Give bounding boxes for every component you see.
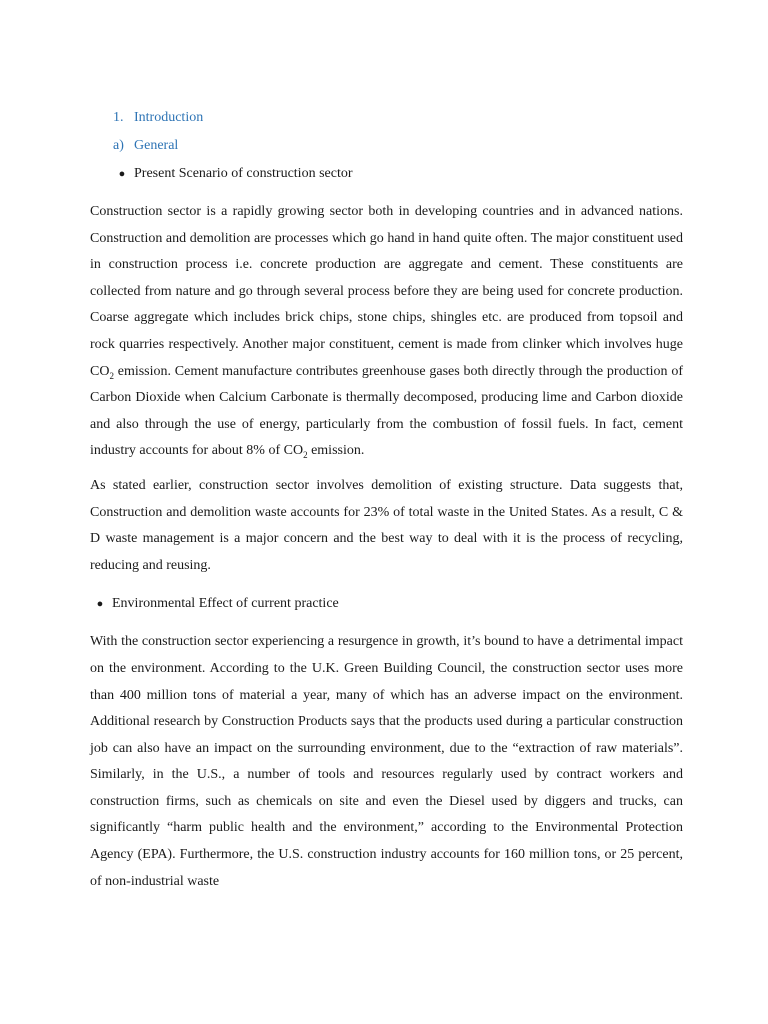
heading-general xyxy=(90,132,683,160)
bullet-present-scenario xyxy=(90,160,683,188)
paragraph-demolition: As stated earlier, construction sector involves demolition of existing structure. Data suggests that, Construction and demolition waste accounts for 23% of total waste in the United States. As a result, C & D waste management is a major concern and the best way to deal with it is the process of recycling, reducing and reusing. xyxy=(90,477,683,573)
heading-number: a) xyxy=(113,138,124,153)
paragraph-text: emission. Cement manufacture contributes greenhouse gases both directly through the production of Carbon Dioxide when Calcium Carbonate is thermally decomposed, producing lime and Carbon dioxide and also through the use of energy, particularly from the combustion of fossil fuels. In fact, cement industry accounts for about 8% of CO xyxy=(90,363,683,459)
subscript: 2 xyxy=(303,450,308,461)
paragraph-environment-impact: With the construction sector experiencing a resurgence in growth, it’s bound to have a detrimental impact on the environment. According to the U.K. Green Building Council, the construction sector uses more than 400 million tons of material a year, many of which has an adverse impact on the environment. Additional research by Construction Products says that the products used during a particular construction job can also have an impact on the surrounding environment, due to the “extraction of raw materials”. Similarly, in the U.S., a number of tools and resources regularly used by contract workers and construction firms, such as chemicals on site and even the Diesel used by diggers and trucks, can significantly “harm public health and the environment,” according to the Environmental Protection Agency (EPA). Furthermore, the U.S. construction industry accounts for 160 million tons, or 25 percent, of non-industrial waste xyxy=(90,634,683,889)
paragraph-construction-sector xyxy=(90,199,683,465)
bullet-text: Present Scenario of construction sector xyxy=(134,166,353,181)
bullet-icon: ● xyxy=(118,168,126,180)
heading-text: General xyxy=(134,138,179,153)
paragraph-text: emission. xyxy=(307,443,365,459)
heading-text: Introduction xyxy=(134,110,204,125)
heading-introduction xyxy=(90,104,683,132)
document-page xyxy=(90,104,683,895)
bullet-icon: ● xyxy=(96,598,104,611)
heading-number: 1. xyxy=(113,110,124,125)
bullet-environmental-effect xyxy=(90,590,683,618)
paragraph-text: Construction sector is a rapidly growing sector both in developing countries and in advanced nations. Construction and demolition are processes which go hand in hand quite often. The major constituent used in construction process i.e. concrete production are aggregate and cement. These constituents are collected from nature and go through several process before they are being used for concrete production. Coarse aggregate which includes brick chips, stone chips, shingles etc. are produced from topsoil and rock quarries respectively. Another major constituent, cement is made from clinker which involves huge CO xyxy=(90,204,683,379)
bullet-text: Environmental Effect of current practice xyxy=(112,596,339,612)
subscript: 2 xyxy=(109,370,114,381)
